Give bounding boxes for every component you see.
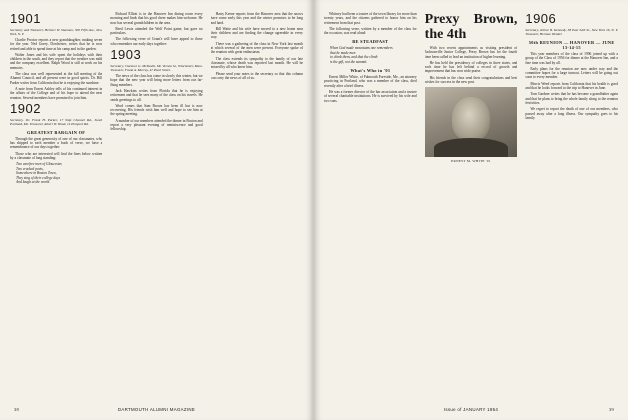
class-note-paragraph: The class extends its sympathy to the family of our late classmate, whose death was reported last month. He will be missed by all who knew him. [210,56,303,70]
class-note-paragraph: Charlie Proctor reports a new granddaughter, making seven for the year. Ned Gorey, Dorchester, writes that he is now retired and able to spend time at his camp and in the garden. [10,38,103,51]
class-note-paragraph: The following verse of Grant's will have appeal to those who remember our early days together: [110,37,203,46]
class-note-paragraph: Whitney had been a trustee of the town library for more than twenty years, and the citizens gathered to honor him on his retirement from that post. [324,12,417,25]
running-footer: Issue of JANUARY 1954 [443,407,499,412]
verse-block: When God made mountains one remembers that he made men to climb them, and that the climb is the gift, not the summit. [330,46,393,64]
class-note-paragraph: With two recent appointments as visiting president of Jacksonville Junior College, Prexy Brown has for the fourth time been called to lead an institution of higher learning. [424,46,518,59]
right-page [314,0,628,420]
class-note-paragraph: There was a gathering of the class in New York last month at which several of the men were present. Everyone spoke of the reunion with great enthusiasm. [210,41,303,55]
verse-block: Two carefree men of Gloucester, Two cracked poets, Somewhere in Boston Town, They sing of their college days And laugh at the world. [16,162,63,184]
reunion-subhead: 50th REUNION — HANOVER — JUNE 13-14-15 [528,40,615,50]
class-note-paragraph: Word comes that Sam Brown has been ill but is now recovering. His friends wish him well and hope to see him at the spring meeting. [110,103,203,117]
right-column-2 [425,12,518,398]
class-note-paragraph: Reed Lewis attended the Wolf Point game, but gave no particulars. [110,26,203,36]
feature-title: Prexy Brown, the 4th [424,12,518,42]
left-column-1 [10,12,102,398]
left-column-3 [211,12,303,398]
section-subhead: What's Who in '01 [350,68,391,74]
class-note-paragraph: A note from Ernest Ashley tells of his continued interest in the affairs of the College and of his hope to attend the next reunion. Several members have promised to join him. [10,86,103,100]
class-officers: Secretary and Treasurer, Herbert W. Shannon, 500 Fifth Ave., New York, N. Y. [10,28,103,36]
page-number: 38 [14,407,19,412]
class-note-paragraph: This year members of the class of 1906 joined up with a group of the Class of 1956 for dinner at the Hanover Inn, and a fine time was had by all. [525,52,619,65]
page-number: 39 [609,407,614,412]
class-note-paragraph: Harry Keene reports from the Hanover area that the snows have come early this year and the winter promises to be long and hard. [210,12,303,25]
class-note-paragraph: Please send your notes to the secretary so that this column can carry the news of all of us. [210,71,303,80]
class-note-paragraph: The class was well represented at the fall meeting of the Alumni Council, and all present were in good spirits. Dr. Bill Parker writes from California that he is enjoying the sunshine. [10,72,103,85]
class-note-paragraph: Ernest Miller White, of Falmouth Foreside, Me., an attorney practicing in Portland, who was a member of the class, died recently after a brief illness. [324,75,417,88]
class-officers: Secretary, Clarence G. McDavitt, Mt. Vernon St., Winchester, Mass. Treasurer, Frank A. Murray, 47 Pearl Street. [110,64,203,73]
portrait-face [452,97,489,140]
class-note-paragraph: Walter Jones and his wife spent the holidays with their children in the south, and they report that the weather was mild and the company excellent. Ralph Wood is still at work on his memoirs. [10,52,103,70]
running-footer: DARTMOUTH ALUMNI MAGAZINE [117,407,196,412]
class-officers: Secretary, Dr. Frank H. Parker, 17 Ship Channel Rd., South Portland, Me. Treasurer, Albert W. Wood, 14 Prospect Rd. [10,117,103,126]
class-year-heading: 1902 [10,100,41,116]
left-column-2 [110,12,202,398]
class-note-paragraph: His friends in the class send their congratulations and best wishes for success in the new post. [424,75,518,85]
portrait-photo [425,87,518,157]
right-page-columns [324,12,618,398]
left-page-columns [10,12,303,398]
class-note-paragraph: The news of the class has come in slowly this winter, but we hope that the new year will bring more letters from our far-flung members. [110,74,203,87]
class-note-paragraph: Bill Waite and his wife have moved to a new home near their children and are finding the change agreeable in every way. [210,26,303,40]
class-note-paragraph: He has held the presidency of colleges in three states, and each time he has left behind a record of growth and improvement that has won wide praise. [424,60,518,74]
poem-title: BE STEADFAST [352,39,389,45]
right-column-3 [525,12,618,398]
class-note-paragraph: Richard Elliott is in the Hanover Inn dining room every morning and finds that his good cheer makes him welcome. He now has several grandchildren in the area. [110,12,203,25]
class-note-paragraph: Those who are interested will find the lines below written by a classmate of long standing: [10,151,103,161]
class-note-paragraph: Tom Gardner writes that he has become a grandfather again and that he plans to bring the whole family along to the reunion festivities. [525,92,619,105]
class-note-paragraph: Early plans for the reunion are now under way and the committee hopes for a large turnout. Letters will be going out soon to every member. [525,66,619,80]
portrait-shoulders [434,138,508,158]
class-note-paragraph: We regret to report the death of one of our members, who passed away after a long illness. Our sympathy goes to his family. [525,107,619,120]
class-year-heading: 1903 [110,47,142,63]
class-note-paragraph: A number of our members attended the dinner in Boston and report a very pleasant evening of reminiscence and good fellowship. [110,118,203,132]
class-note-paragraph: Through the great generosity of one of our classmates, who has shipped to each member a book of verse, we have a remembrance of our days together. [10,136,103,150]
photo-caption: ERNEST M. WHITE '01 [451,159,491,164]
class-note-paragraph: The following verse, written by a member of the class for the occasion, was read aloud: [324,26,417,36]
class-year-heading: 1901 [10,12,41,26]
right-column-1 [324,12,417,398]
class-officers: Secretary, Arthur B. Kennedy, 38 East 34th St., New York 16, N. Y. Treasurer, Herman Wendel [525,28,619,36]
section-subhead: GREATEST BARGAIN OF [27,129,86,135]
class-note-paragraph: He was a former director of the bar association and a trustee of several charitable institutions. He is survived by his wife and two sons. [324,90,417,103]
class-note-paragraph: Morris Weed reports from California that his health is good and that he looks forward to the trip to Hanover in June. [525,81,619,91]
class-note-paragraph: Jack Hawkins writes from Florida that he is enjoying retirement and that he sees many of the class on his travels. He sends greetings to all. [110,88,203,102]
class-year-heading: 1906 [525,12,557,26]
